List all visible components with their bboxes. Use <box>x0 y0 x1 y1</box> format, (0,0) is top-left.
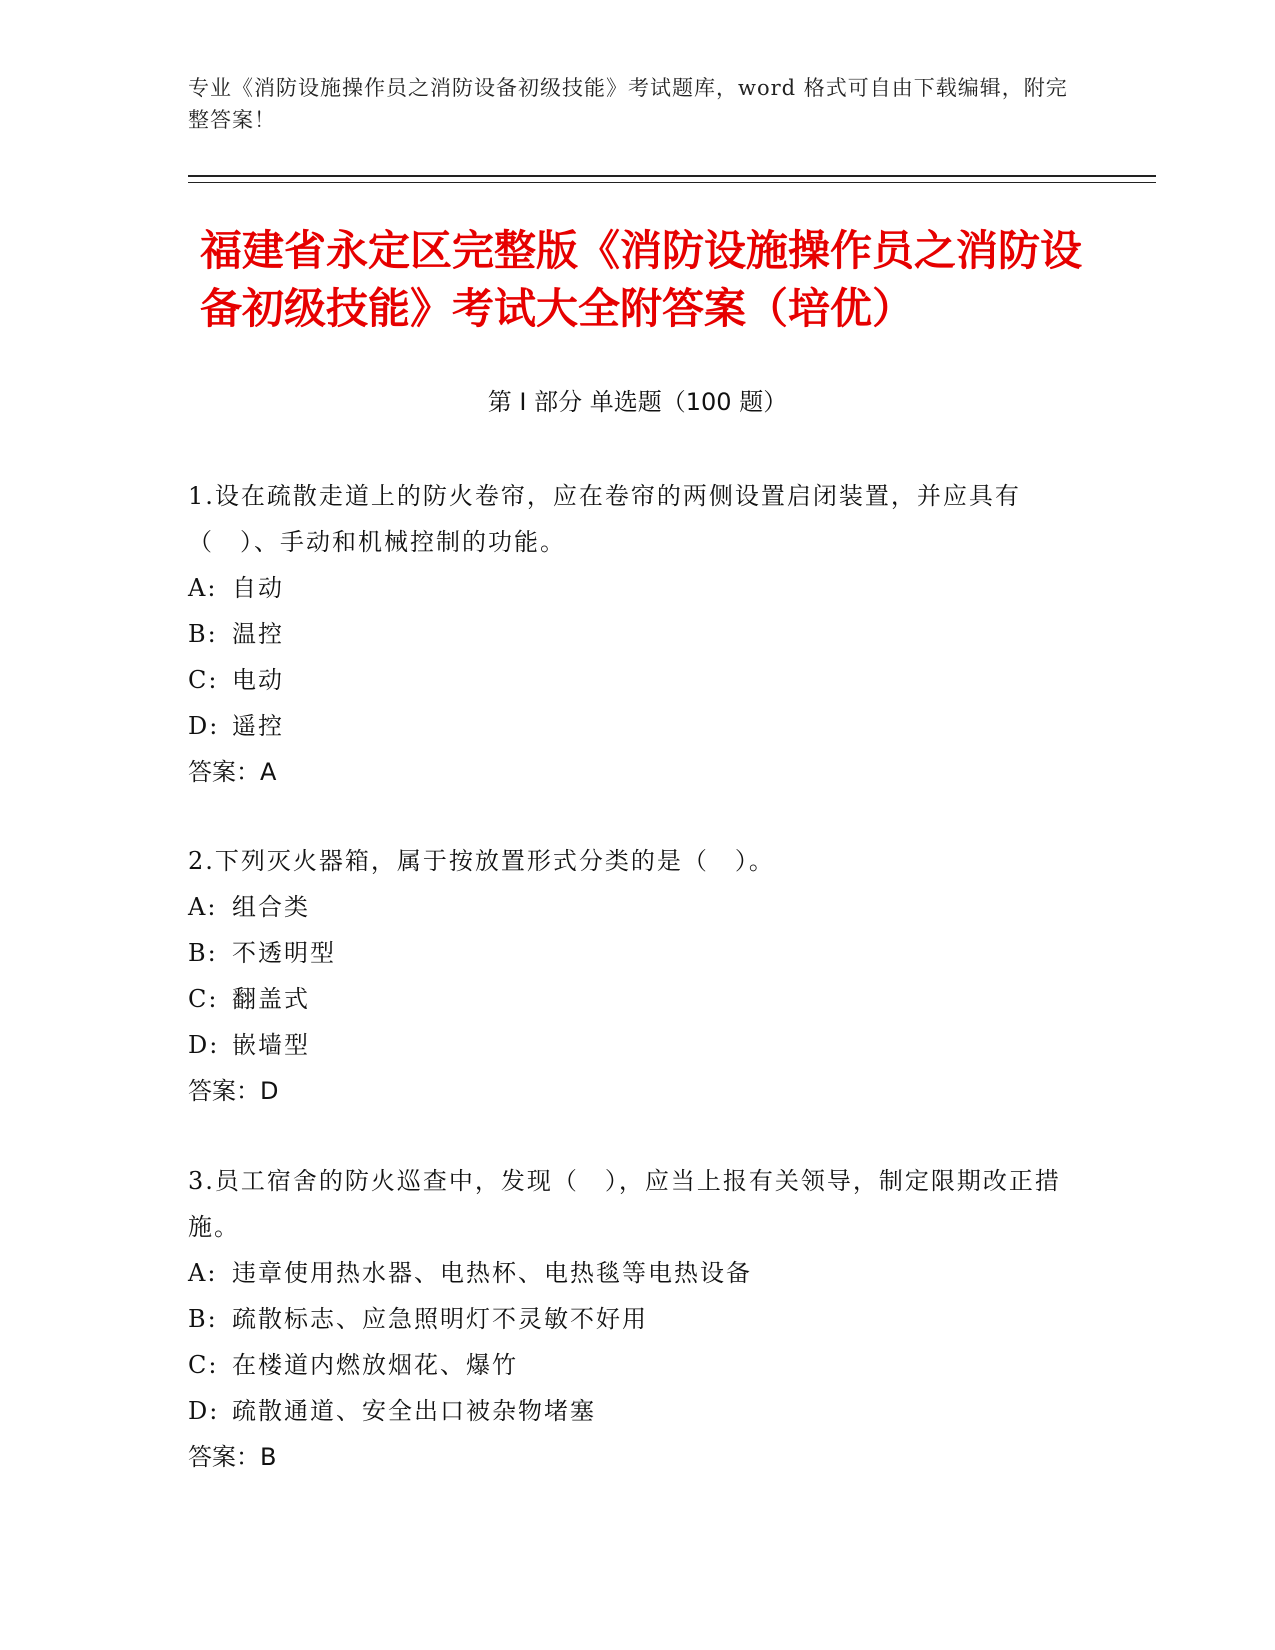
option-text: 疏散标志、应急照明灯不灵敏不好用 <box>232 1305 648 1333</box>
option-key: D: <box>188 1397 220 1425</box>
header-divider-thin <box>188 182 1156 183</box>
option-key: B: <box>188 1305 218 1333</box>
header-divider-thick <box>188 175 1156 177</box>
option-c <box>188 1342 1068 1388</box>
option-text: 嵌墙型 <box>232 1031 310 1059</box>
option-text: 翻盖式 <box>232 985 310 1013</box>
option-d <box>188 1388 1068 1434</box>
option-text: 疏散通道、安全出口被杂物堵塞 <box>232 1397 596 1425</box>
question-2 <box>188 838 1068 1114</box>
option-text: 在楼道内燃放烟花、爆竹 <box>232 1351 518 1379</box>
option-d <box>188 703 1068 749</box>
option-c <box>188 976 1068 1022</box>
option-key: A: <box>188 574 218 602</box>
option-text: 违章使用热水器、电热杯、电热毯等电热设备 <box>232 1259 752 1287</box>
option-key: D: <box>188 1031 220 1059</box>
option-key: C: <box>188 1351 219 1379</box>
option-text: 温控 <box>232 620 284 648</box>
option-text: 遥控 <box>232 712 284 740</box>
answer: 答案：B <box>188 1443 277 1471</box>
option-key: B: <box>188 620 218 648</box>
question-text: 3.员工宿舍的防火巡查中，发现（ ），应当上报有关领导，制定限期改正措施。 <box>188 1167 1061 1241</box>
option-c <box>188 657 1068 703</box>
option-text: 电动 <box>232 666 284 694</box>
option-key: B: <box>188 939 218 967</box>
option-a <box>188 1250 1068 1296</box>
option-key: A: <box>188 893 218 921</box>
option-key: D: <box>188 712 220 740</box>
question-text: 1.设在疏散走道上的防火卷帘，应在卷帘的两侧设置启闭装置，并应具有（ ）、手动和机械控制的功能。 <box>188 482 1021 556</box>
option-d <box>188 1022 1068 1068</box>
question-3 <box>188 1158 1068 1480</box>
question-text: 2.下列灭火器箱，属于按放置形式分类的是（ ）。 <box>188 847 775 875</box>
option-b <box>188 611 1068 657</box>
document-title: 福建省永定区完整版《消防设施操作员之消防设备初级技能》考试大全附答案（培优） <box>200 226 1083 333</box>
question-1 <box>188 473 1068 795</box>
section-title: 第 I 部分 单选题（100 题） <box>487 388 788 416</box>
option-text: 不透明型 <box>232 939 336 967</box>
option-b <box>188 930 1068 976</box>
header-note: 专业《消防设施操作员之消防设备初级技能》考试题库，word 格式可自由下载编辑，附完整答案！ <box>188 76 1068 132</box>
option-key: A: <box>188 1259 218 1287</box>
option-key: C: <box>188 666 219 694</box>
option-text: 自动 <box>232 574 284 602</box>
option-text: 组合类 <box>232 893 310 921</box>
answer: 答案：A <box>188 758 277 786</box>
option-key: C: <box>188 985 219 1013</box>
option-a <box>188 884 1068 930</box>
answer: 答案：D <box>188 1077 279 1105</box>
option-b <box>188 1296 1068 1342</box>
option-a <box>188 565 1068 611</box>
